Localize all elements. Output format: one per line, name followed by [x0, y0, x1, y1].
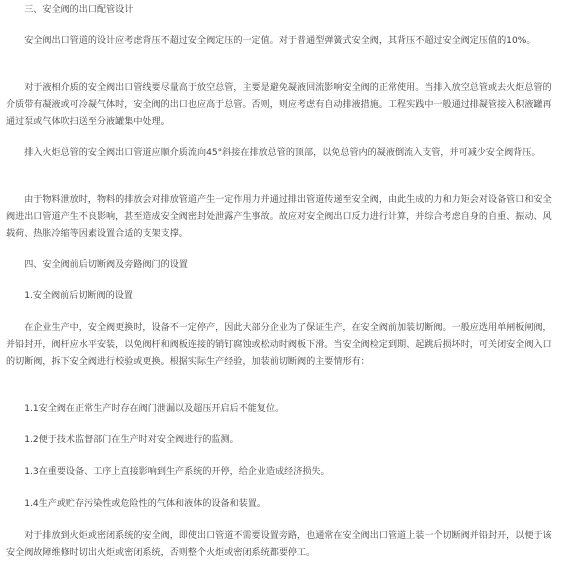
paragraph-backpressure: 安全阀出口管道的设计应考虑背压不超过安全阀定压的一定值。对于普通型弹簧式安全阀，其背压不超过安全阀定压值的10%。: [24, 36, 536, 46]
section-heading-4: 四、安全阀前后切断阀及旁路阀门的设置: [24, 260, 188, 270]
list-item-1-3: 1.3在重要设备、工序上直接影响到生产系统的开停，给企业造成经济损失。: [24, 467, 330, 477]
list-item-1-4: 1.4生产或贮存污染性或危险性的气体和液体的设备和装置。: [24, 499, 266, 509]
paragraph-closed-system: 对于排放到火炬或密闭系统的安全阀，即使出口管道不需要设置旁路，也通常在安全阀出口管道上装一个切断阀并铅封开，以便于该安全阀故障维修时切出火炬或密闭系统，否则整个火炬或密闭系统都要停工。: [6, 531, 552, 558]
watermark-logo: 阀门: [486, 279, 505, 289]
subheading-isolation-valve: 1.安全阀前后切断阀的设置: [24, 291, 133, 301]
list-item-1-2: 1.2便于技术监督部门在生产时对安全阀进行的监测。: [24, 435, 239, 445]
section-heading-3: 三、安全阀的出口配管设计: [24, 5, 134, 15]
paragraph-liquid-outlet: 对于液相介质的安全阀出口管线要尽量高于放空总管，主要是避免凝液回流影响安全阀的正常使用。当排入放空总管或去火炬总管的介质带有凝液或可冷凝气体时，安全阀的出口也应高于总管。否则，则应考虑有自动排液措施。工程实践中一般通过排凝管接入积液罐再通过泵或气体吹扫送至分液罐集中处理。: [6, 83, 552, 127]
paragraph-flare-header: 排入火炬总管的安全阀出口管道应顺介质流向45°斜接在排放总管的顶部，以免总管内的凝液倒流入支管，并可减少安全阀背压。: [24, 148, 541, 158]
paragraph-isolation-valve: 在企业生产中，安全阀更换时，设备不一定停产，因此大部分企业为了保证生产，在安全阀前加装切断阀。一般应选用单闸板闸阀，并铅封开，阀杆应水平安装，以免阀杆和阀板连接的销钉腐蚀或松动时阀板下滑。当安全阀检定到期、起跳后损坏时，可关闭安全阀入口的切断阀，拆下安全阀进行校验或更换。根据实际生产经验，加装前切断阀的主要情形有：: [6, 323, 552, 367]
paragraph-reaction-force: 由于物料泄放时，物料的排放会对排放管道产生一定作用力并通过排出管道传递至安全阀，由此生成的力和力矩会对设备管口和安全阀进出口管道产生不良影响，甚至造成安全阀密封处泄露产生事故。故应对安全阀出口反力进行计算，并综合考虑自身的自重、振动、风载荷、热胀冷缩等因素设置合适的支架支撑。: [6, 195, 552, 239]
list-item-1-1: 1.1安全阀在正常生产时存在阀门泄漏以及超压开启后不能复位。: [24, 404, 285, 414]
